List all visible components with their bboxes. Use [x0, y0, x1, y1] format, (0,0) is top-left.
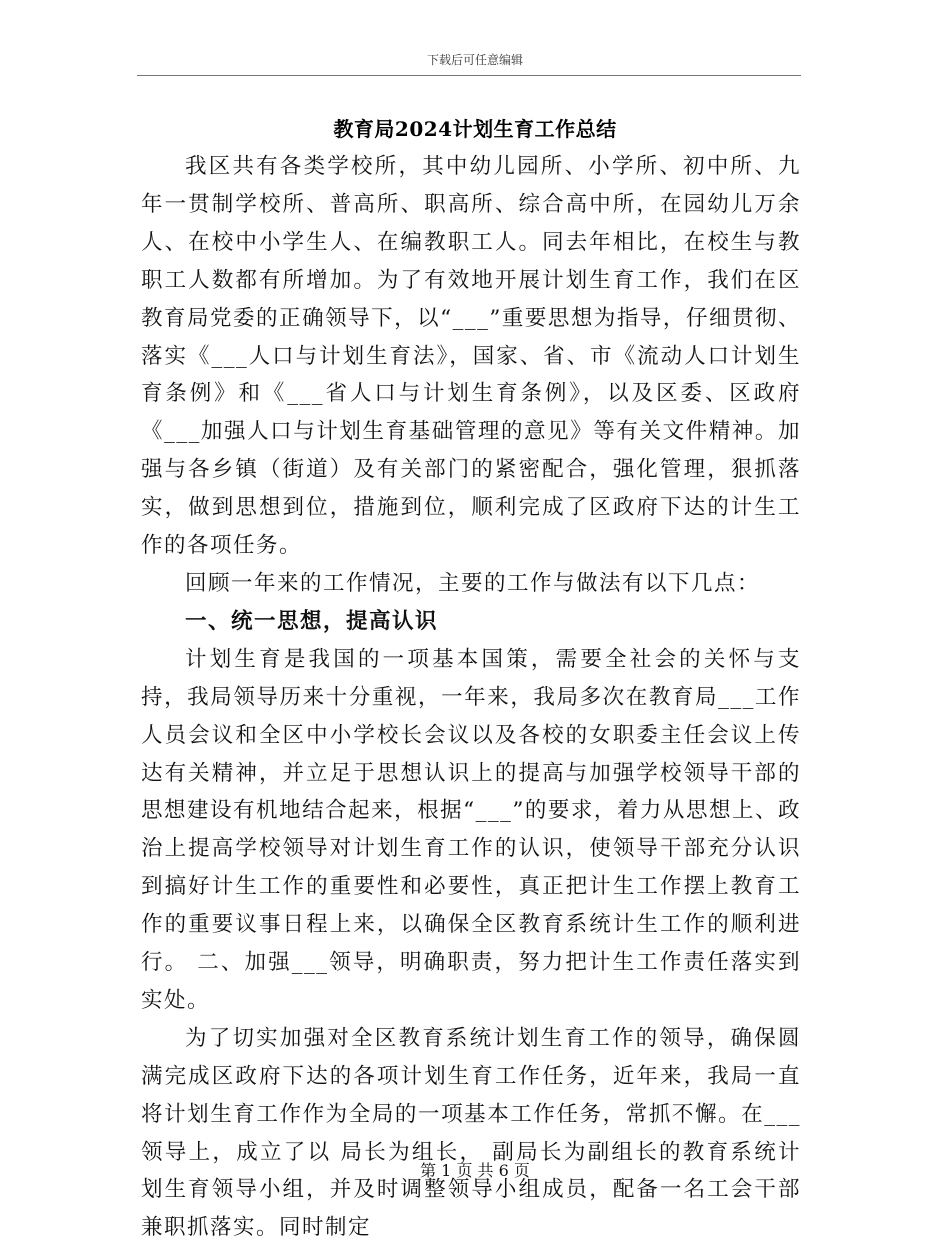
paragraph-review: 回顾一年来的工作情况，主要的工作与做法有以下几点：: [185, 570, 761, 596]
section-heading-1: 一、统一思想，提高认识: [185, 608, 439, 634]
paragraph-section-1: 计划生育是我国的一项基本国策，需要全社会的关怀与支持，我局领导历来十分重视，一年来，我局多次在教育局___工作人员会议和全区中小学校长会议以及各校的女职委主任会议上传达有关精神，并立足于思想认识上的提高与加强学校领导干部的思想建设有机地结合起来，根据“___”的要求，着力从思想上、政治上提高学校领导对计划生育工作的认识，使领导干部充分认识到搞好计生工作的重要性和必要性，真正把计生工作摆上教育工作的重要议事日程上来，以确保全区教育系统计生工作的顺利进行。 二、加强___领导，明确职责，努力把计生工作责任落实到实处。: [141, 646, 801, 1013]
document-body: [141, 148, 801, 1247]
page-number: 第 1 页 共 6 页: [420, 1161, 530, 1180]
paragraph-intro: 我区共有各类学校所，其中幼儿园所、小学所、初中所、九年一贯制学校所、普高所、职高所、综合高中所，在园幼儿万余人、在校中小学生人、在编教职工人。同去年相比，在校生与教职工人数都有所增加。为了有效地开展计划生育工作，我们在区教育局党委的正确领导下，以“___”重要思想为指导，仔细贯彻、落实《___人口与计划生育法》，国家、省、市《流动人口计划生育条例》和《___省人口与计划生育条例》，以及区委、区政府《___加强人口与计划生育基础管理的意见》等有关文件精神。加强与各乡镇（街道）及有关部门的紧密配合，强化管理，狠抓落实，做到思想到位，措施到位，顺利完成了区政府下达的计生工作的各项任务。: [141, 154, 801, 559]
paragraph-section-2: 为了切实加强对全区教育系统计划生育工作的领导，确保圆满完成区政府下达的各项计划生育工作任务，近年来，我局一直将计划生育工作作为全局的一项基本工作任务，常抓不懈。在___领导上，成立了以 局长为组长， 副局长为副组长的教育系统计划生育领导小组，并及时调整领导小组成员，配备一名工会干部兼职抓落实。同时制定: [141, 1025, 801, 1241]
header-divider: [137, 75, 801, 76]
page-header-note: 下载后可任意编辑: [426, 53, 523, 67]
document-title: 教育局2024计划生育工作总结: [333, 117, 617, 141]
